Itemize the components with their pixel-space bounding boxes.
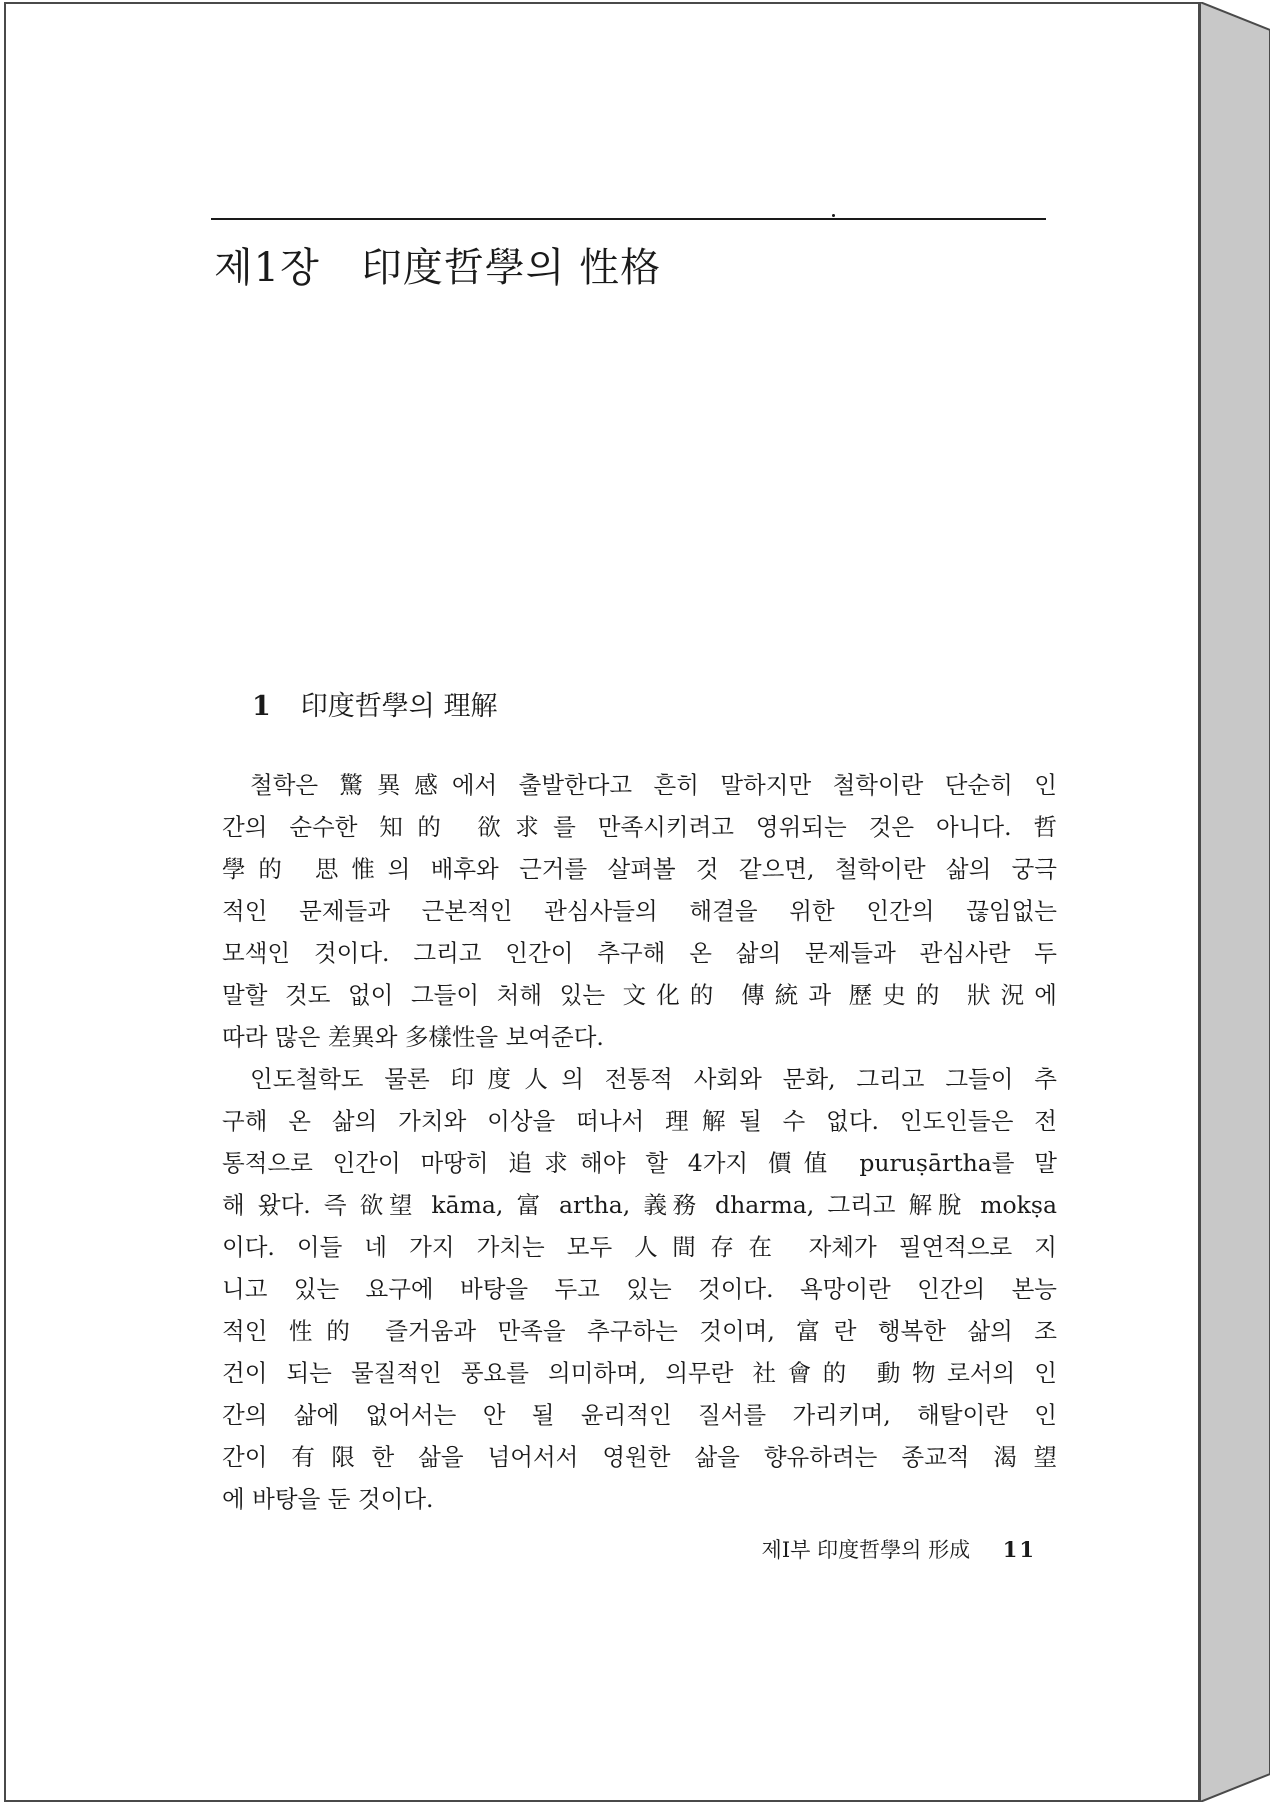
rule-dot <box>832 214 835 217</box>
text-line: 모색인 것이다. 그리고 인간이 추구해 온 삶의 문제들과 관심사란 두 <box>222 939 1057 967</box>
chapter-rule <box>211 218 1046 220</box>
footer-part-title: 印度哲學의 形成 <box>817 1538 971 1562</box>
running-footer <box>706 1534 1036 1564</box>
text-line: 인도철학도 물론 印度人의 전통적 사회와 문화, 그리고 그들이 추 <box>250 1065 1057 1093</box>
text-line: 에 바탕을 둔 것이다. <box>222 1485 434 1513</box>
body-text <box>222 764 1057 1520</box>
book-thickness-edge <box>1200 2 1270 1802</box>
book-page <box>4 2 1200 1802</box>
footer-part-label: 제Ⅰ부 <box>761 1538 811 1562</box>
text-line: 이다. 이들 네 가지 가치는 모두 人間存在 자체가 필연적으로 지 <box>222 1233 1057 1261</box>
chapter-heading <box>214 236 661 293</box>
text-line: 통적으로 인간이 마땅히 追求해야 할 4가지 價值 puruṣārtha를 말 <box>222 1149 1057 1177</box>
text-line: 니고 있는 요구에 바탕을 두고 있는 것이다. 욕망이란 인간의 본능 <box>222 1275 1057 1303</box>
paragraph-2 <box>222 1058 1057 1520</box>
text-line: 철학은 驚異感에서 출발한다고 흔히 말하지만 철학이란 단순히 인 <box>250 771 1057 799</box>
chapter-number: 제1장 <box>214 245 320 291</box>
text-line: 건이 되는 물질적인 풍요를 의미하며, 의무란 社會的 動物로서의 인 <box>222 1359 1057 1387</box>
text-line: 적인 性的 즐거움과 만족을 추구하는 것이며, 富란 행복한 삶의 조 <box>222 1317 1057 1345</box>
paragraph-1 <box>222 764 1057 1058</box>
text-line: 해 왔다. 즉 欲望 kāma, 富 artha, 義務 dharma, 그리고 解脫 mokṣa <box>222 1191 1057 1219</box>
page-number: 11 <box>1002 1537 1036 1562</box>
text-line: 구해 온 삶의 가치와 이상을 떠나서 理解될 수 없다. 인도인들은 전 <box>222 1107 1057 1135</box>
section-number: 1 <box>252 691 271 722</box>
section-title: 印度哲學의 理解 <box>300 691 498 722</box>
text-line: 간이 有限한 삶을 넘어서서 영원한 삶을 향유하려는 종교적 渴望 <box>222 1443 1057 1471</box>
text-line: 學的 思惟의 배후와 근거를 살펴볼 것 같으면, 철학이란 삶의 궁극 <box>222 855 1057 883</box>
text-line: 간의 순수한 知的 欲求를 만족시키려고 영위되는 것은 아니다. 哲 <box>222 813 1057 841</box>
text-line: 말할 것도 없이 그들이 처해 있는 文化的 傳統과 歷史的 狀況에 <box>222 981 1057 1009</box>
book-edge-graphic <box>1200 2 1270 1802</box>
text-line: 간의 삶에 없어서는 안 될 윤리적인 질서를 가리키며, 해탈이란 인 <box>222 1401 1057 1429</box>
text-line: 적인 문제들과 근본적인 관심사들의 해결을 위한 인간의 끊임없는 <box>222 897 1057 925</box>
chapter-title: 印度哲學의 性格 <box>361 245 662 291</box>
section-heading <box>252 684 497 723</box>
text-line: 따라 많은 差異와 多樣性을 보여준다. <box>222 1023 604 1051</box>
